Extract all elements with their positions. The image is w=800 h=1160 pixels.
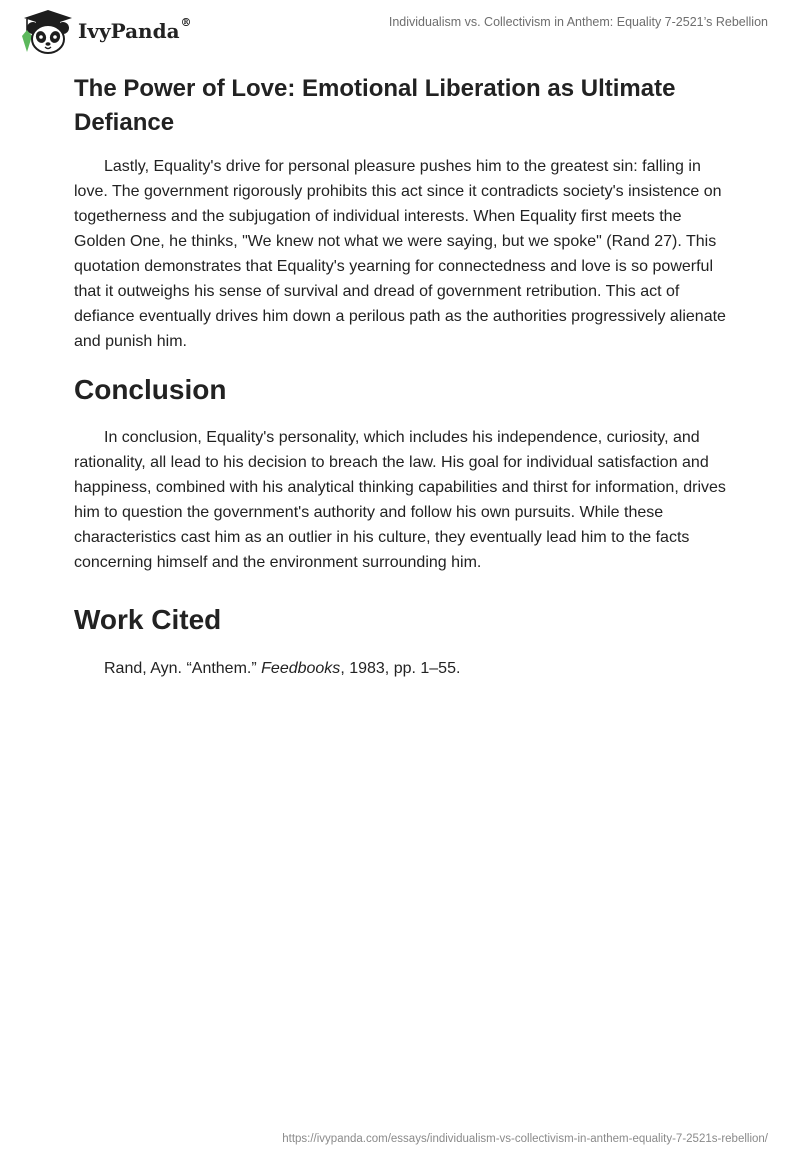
logo-wordmark: [78, 16, 192, 43]
citation-source: Feedbooks: [261, 660, 341, 677]
document-running-title: Individualism vs. Collectivism in Anthem: Equality 7-2521’s Rebellion: [388, 15, 768, 29]
citation-details: , 1983, pp. 1–55.: [340, 660, 461, 677]
section-heading-power-of-love: The Power of Love: Emotional Liberation as Ultimate Defiance: [74, 75, 676, 136]
section-heading-work-cited: Work Cited: [74, 604, 222, 635]
citation-entry: [74, 656, 726, 681]
source-url-link[interactable]: https://ivypanda.com/essays/individualism-vs-collectivism-in-anthem-equality-7-2521s-rebellion/: [282, 1133, 768, 1145]
panda-graduate-icon: [16, 8, 80, 54]
citation-author: Rand, Ayn.: [104, 660, 182, 677]
citation-title: “Anthem.”: [186, 660, 257, 677]
logo-name: IvyPanda: [78, 19, 180, 43]
section-heading-conclusion: Conclusion: [74, 374, 227, 405]
essay-body: [74, 72, 726, 681]
registered-mark: ®: [180, 16, 192, 29]
ivypanda-logo[interactable]: [16, 8, 200, 54]
paragraph-power-of-love: Lastly, Equality's drive for personal pleasure pushes him to the greatest sin: falling in love. The government rigorously prohibits this act since it contradicts society's insistence on togetherness and the subjugation of individual interests. When Equality first meets the Golden One, he thinks, "We knew not what we were saying, but we spoke" (Rand 27). This quotation demonstrates that Equality's yearning for connectedness and love is so powerful that it outweighs his sense of survival and dread of government retribution. This act of defiance eventually drives him down a perilous path as the authorities progressively alienate and punish him.: [74, 158, 726, 350]
page-header: [0, 0, 800, 60]
paragraph-conclusion: In conclusion, Equality's personality, which includes his independence, curiosity, and rationality, all lead to his decision to breach the law. His goal for individual satisfaction and happiness, combined with his analytical thinking capabilities and thirst for information, drives him to question the government's authority and follow his own pursuits. While these characteristics cast him as an outlier in his culture, they eventually lead him to the facts concerning himself and the environment surrounding him.: [74, 429, 726, 571]
